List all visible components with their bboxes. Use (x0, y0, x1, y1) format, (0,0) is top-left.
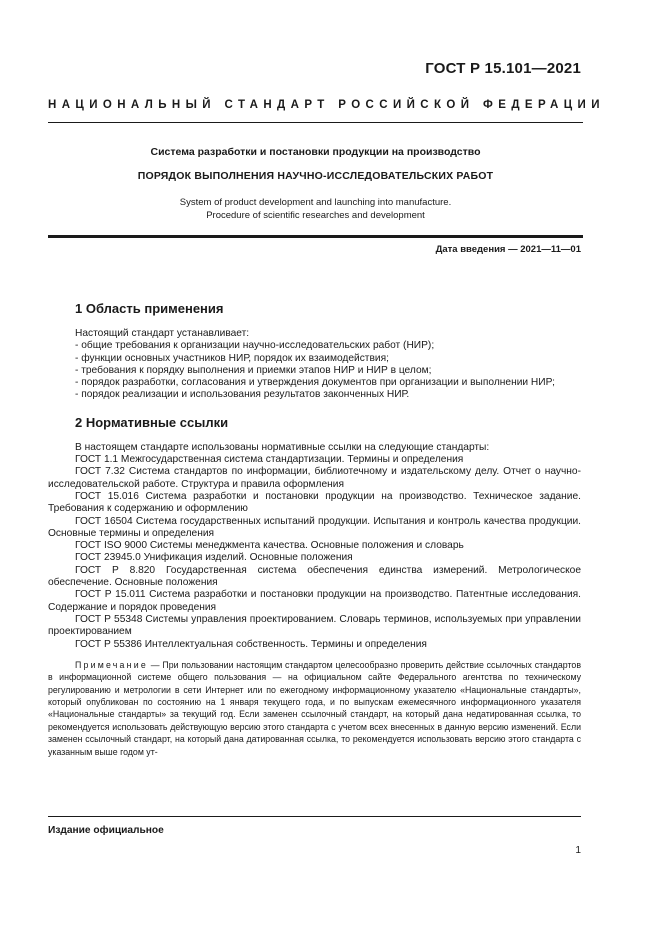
normative-reference: ГОСТ Р 15.011 Система разработки и постановки продукции на производство. Патентные исследования. Содержание и порядок проведения (48, 589, 581, 613)
section-1-intro: Настоящий стандарт устанавливает: (75, 328, 250, 339)
english-title-line-1: System of product development and launching into manufacture. (179, 197, 452, 208)
normative-reference: ГОСТ 15.016 Система разработки и постановки продукции на производство. Техническое задание. Требования к содержанию и оформлению (48, 490, 581, 515)
normative-reference: ГОСТ Р 55386 Интеллектуальная собственность. Термины и определения (75, 638, 427, 650)
scope-item: - функции основных участников НИР, порядок их взаимодействия; (75, 352, 389, 364)
main-title: ПОРЯДОК ВЫПОЛНЕНИЯ НАУЧНО-ИССЛЕДОВАТЕЛЬСКИХ РАБОТ (137, 170, 494, 182)
scope-item: - порядок реализации и использования результатов законченных НИР. (75, 389, 410, 401)
normative-reference: ГОСТ 1.1 Межгосударственная система стандартизации. Термины и определения (75, 454, 464, 466)
normative-reference: ГОСТ 23945.0 Унификация изделий. Основные положения (75, 552, 353, 564)
normative-reference: ГОСТ 7.32 Система стандартов по информации, библиотечному и издательскому делу. Отчет о научно-исследовательской работе. Структура и правила оформления (48, 466, 581, 490)
page-number: 1 (575, 845, 581, 856)
title-divider (48, 235, 583, 238)
section-1-heading: 1 Область применения (75, 301, 224, 316)
national-standard-banner: НАЦИОНАЛЬНЫЙ СТАНДАРТ РОССИЙСКОЙ ФЕДЕРАЦИИ (48, 99, 605, 111)
introduction-date: Дата введения — 2021—11—01 (435, 244, 581, 255)
normative-reference: ГОСТ 16504 Система государственных испытаний продукции. Испытания и контроль качества продукции. Основные термины и определения (48, 515, 581, 539)
note-text: — При пользовании настоящим стандартом целесообразно проверить действие ссылочных стандартов в информационной системе общего пользования — на официальном сайте Федерального агентства по техническому регулированию и метрологии в сети Интернет или по ежегодному информационному указателю «Национальные стандарты», который опубликован по состоянию на 1 января текущего года, и по выпускам ежемесячного информационного указателя «Национальные стандарты» за текущий год. Если заменен ссылочный стандарт, на который дана недатированная ссылка, то рекомендуется использовать действующую версию этого стандарта с учетом всех внесенных в данную версию изменений. Если заменен ссылочный стандарт, на который дана датированная ссылка, то рекомендуется использовать версию этого стандарта с указанным выше годом ут- (48, 659, 581, 757)
top-divider (48, 122, 583, 123)
normative-reference: ГОСТ Р 55348 Системы управления проектированием. Словарь терминов, используемых при управлении проектированием (48, 613, 581, 638)
footer-divider (48, 816, 581, 817)
scope-item: - требования к порядку выполнения и приемки этапов НИР и НИР в целом; (75, 364, 432, 376)
english-title (48, 196, 583, 222)
english-title-line-2: Procedure of scientific researches and development (206, 210, 425, 221)
section-2-intro: В настоящем стандарте использованы нормативные ссылки на следующие стандарты: (75, 441, 490, 453)
scope-item: - общие требования к организации научно-исследовательских работ (НИР); (75, 340, 435, 352)
normative-reference: ГОСТ Р 8.820 Государственная система обеспечения единства измерений. Метрологическое обеспечение. Основные положения (48, 564, 581, 589)
normative-reference: ГОСТ ISO 9000 Системы менеджмента качества. Основные положения и словарь (75, 540, 464, 552)
note-paragraph (48, 659, 581, 758)
document-body (48, 301, 581, 758)
document-number: ГОСТ Р 15.101—2021 (425, 60, 581, 77)
note-label: Примечание (75, 659, 148, 670)
official-edition-label: Издание официальное (48, 825, 164, 836)
system-title: Система разработки и постановки продукции на производство (150, 146, 481, 158)
scope-item: - порядок разработки, согласования и утверждения документов при организации и выполнении НИР; (75, 377, 555, 389)
section-2-heading: 2 Нормативные ссылки (75, 414, 229, 430)
